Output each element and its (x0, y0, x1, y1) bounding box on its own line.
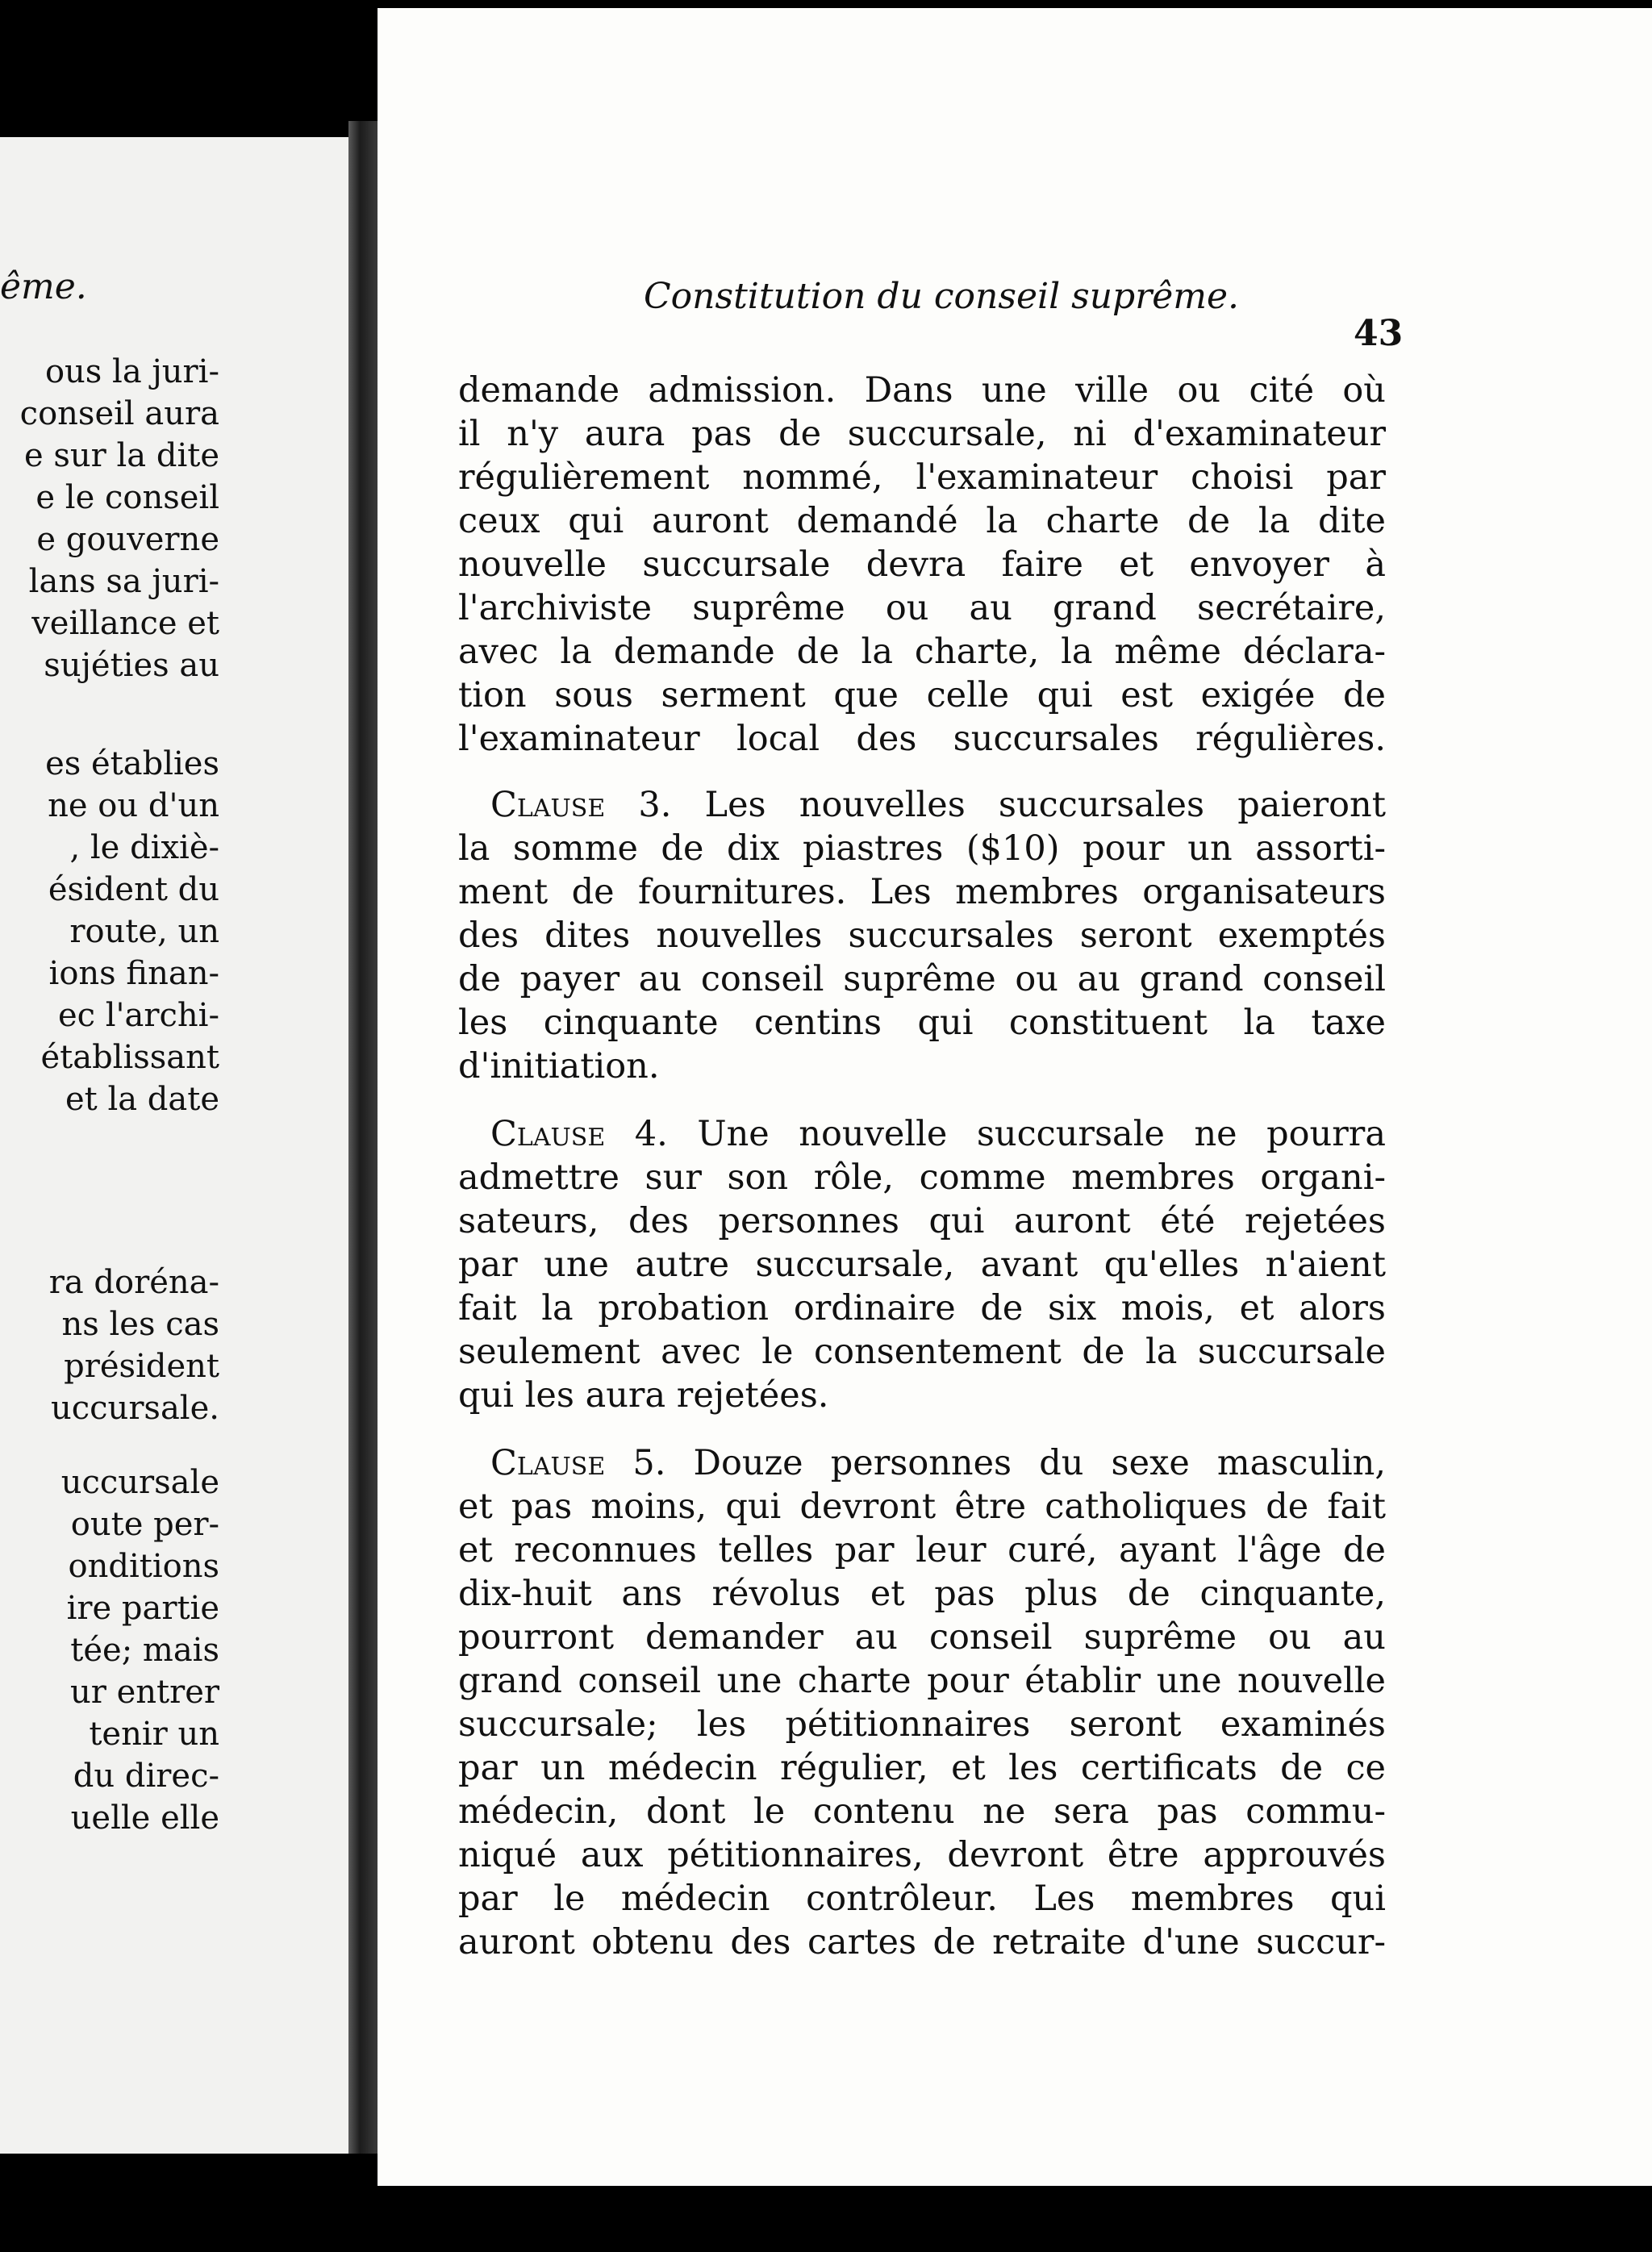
left-text-line: veillance et (31, 605, 219, 642)
body-text-line: d'initiation. (458, 1046, 660, 1086)
left-text-line: , le dixiè- (69, 829, 219, 866)
body-text-line: tion sous serment que celle qui est exigée de (458, 675, 1386, 715)
body-text-line: seulement avec le consentement de la succursale (458, 1332, 1386, 1372)
body-text-line: avec la demande de la charte, la même déclara- (458, 632, 1386, 672)
clause-label: Clause (490, 1443, 606, 1483)
left-text-line: tée; mais (70, 1632, 219, 1669)
left-text-line: ns les cas (61, 1306, 219, 1343)
left-text-line: ous la juri- (44, 353, 219, 390)
body-text-line: qui les aura rejetées. (458, 1375, 829, 1416)
body-text-line: médecin, dont le contenu ne sera pas commu- (458, 1791, 1386, 1832)
left-text-line: sujéties au (44, 647, 219, 684)
body-text-line: demande admission. Dans une ville ou cité où (458, 370, 1386, 411)
book-gutter (348, 121, 378, 2154)
body-text-line: l'archiviste suprême ou au grand secrétaire, (458, 588, 1386, 628)
left-text-line: ire partie (66, 1590, 219, 1627)
left-text-line: et la date (65, 1081, 219, 1118)
body-text-line: Clause 4. Une nouvelle succursale ne pourra (490, 1114, 1386, 1154)
body-text-line: la somme de dix piastres ($10) pour un assorti- (458, 828, 1386, 869)
right-page (378, 8, 1652, 2186)
body-text-line: des dites nouvelles succursales seront exemptés (458, 915, 1386, 956)
left-text-line: président (64, 1348, 219, 1385)
body-text-line: par le médecin contrôleur. Les membres qui (458, 1879, 1386, 1919)
left-text-line: tenir un (89, 1716, 219, 1753)
body-text-line: auront obtenu des cartes de retraite d'une succur- (458, 1922, 1386, 1962)
left-text-line: ur entrer (69, 1674, 219, 1711)
left-text-line: onditions (68, 1548, 219, 1585)
left-text-line: conseil aura (19, 395, 219, 432)
running-head: Constitution du conseil suprême. (644, 276, 1240, 317)
left-text-line: établissant (40, 1039, 219, 1076)
clause-label: Clause (490, 785, 606, 825)
left-text-line: ec l'archi- (57, 997, 219, 1034)
body-text-line: grand conseil une charte pour établir une nouvelle (458, 1661, 1386, 1701)
left-text-line: lans sa juri- (28, 563, 219, 600)
left-text-line: es établies (45, 745, 219, 782)
left-text-line: ésident du (48, 871, 219, 908)
body-text-line: nouvelle succursale devra faire et envoyer à (458, 544, 1386, 585)
body-text-line: Clause 5. Douze personnes du sexe masculin, (490, 1443, 1386, 1483)
body-text-line: sateurs, des personnes qui auront été rejetées (458, 1201, 1386, 1241)
body-text-line: il n'y aura pas de succursale, ni d'examinateur (458, 414, 1386, 454)
left-text-line: uelle elle (70, 1800, 219, 1837)
body-text-line: admettre sur son rôle, comme membres organi- (458, 1157, 1386, 1198)
clause-label: Clause (490, 1114, 606, 1154)
body-text-line: l'examinateur local des succursales régulières. (458, 719, 1386, 759)
left-text-line: uccursale (60, 1464, 219, 1501)
left-page-running-head: ême. (0, 266, 87, 307)
body-text-line: par une autre succursale, avant qu'elles n'aient (458, 1245, 1386, 1285)
body-text-line: Clause 3. Les nouvelles succursales paieront (490, 785, 1386, 825)
left-text-line: uccursale. (50, 1390, 219, 1427)
body-text-line: pourront demander au conseil suprême ou au (458, 1617, 1386, 1658)
body-text-line: et pas moins, qui devront être catholiques de fait (458, 1487, 1386, 1527)
left-text-line: e sur la dite (23, 437, 219, 474)
body-text-line: dix-huit ans révolus et pas plus de cinquante, (458, 1574, 1386, 1614)
body-text-line: succursale; les pétitionnaires seront examinés (458, 1704, 1386, 1745)
left-page (0, 137, 348, 2154)
body-text-line: ment de fournitures. Les membres organisateurs (458, 872, 1386, 912)
body-text-line: et reconnues telles par leur curé, ayant l'âge de (458, 1530, 1386, 1570)
left-text-line: route, un (69, 913, 219, 950)
page-number: 43 (1354, 313, 1404, 354)
left-text-line: ions finan- (48, 955, 219, 992)
left-text-line: du direc- (73, 1758, 219, 1795)
left-text-line: ra doréna- (48, 1264, 219, 1301)
left-text-line: e gouverne (36, 521, 219, 558)
left-text-line: oute per- (70, 1506, 219, 1543)
left-text-line: ne ou d'un (48, 787, 219, 824)
body-text-line: régulièrement nommé, l'examinateur choisi par (458, 457, 1386, 498)
left-text-line: e le conseil (35, 479, 219, 516)
body-text-line: de payer au conseil suprême ou au grand conseil (458, 959, 1386, 999)
body-text-line: ceux qui auront demandé la charte de la dite (458, 501, 1386, 541)
body-text-line: niqué aux pétitionnaires, devront être approuvés (458, 1835, 1386, 1875)
body-text-line: par un médecin régulier, et les certificats de ce (458, 1748, 1386, 1788)
body-text-line: les cinquante centins qui constituent la taxe (458, 1003, 1386, 1043)
body-text-line: fait la probation ordinaire de six mois, et alors (458, 1288, 1386, 1328)
